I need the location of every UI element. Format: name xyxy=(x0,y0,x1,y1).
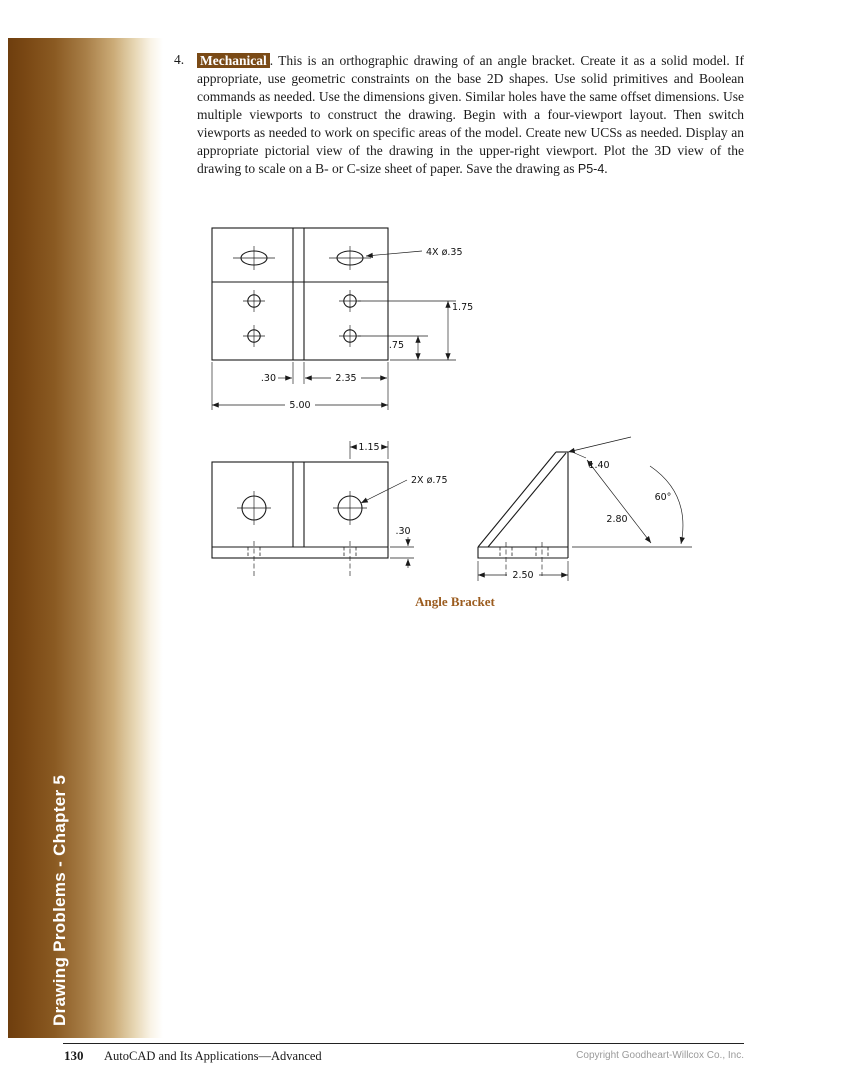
top-view-dim-30: .30 xyxy=(260,373,276,384)
side-view-dim-2-80: 2.80 xyxy=(606,514,628,525)
top-view-hole-note: 4X ø.35 xyxy=(426,247,463,258)
side-view-dim-2-50: 2.50 xyxy=(512,570,534,581)
top-view-dim-75: .75 xyxy=(388,340,404,351)
book-title: AutoCAD and Its Applications—Advanced xyxy=(104,1049,322,1063)
front-view-dim-30: .30 xyxy=(395,526,411,537)
problem-terminator: . xyxy=(604,161,608,176)
top-view xyxy=(212,228,473,411)
side-view-dim-1-40: 1.40 xyxy=(588,460,610,471)
top-view-dim-5-00: 5.00 xyxy=(289,400,311,411)
problem-filename: P5-4 xyxy=(577,162,605,176)
problem-category-highlight: Mechanical xyxy=(197,53,270,68)
front-view-hole-note: 2X ø.75 xyxy=(411,475,448,486)
top-view-dim-1-75: 1.75 xyxy=(452,302,474,313)
top-view-dim-2-35: 2.35 xyxy=(335,373,357,384)
footer-rule xyxy=(63,1043,744,1044)
page-number: 130 xyxy=(64,1048,84,1063)
side-view xyxy=(478,437,692,581)
sidebar-title: Drawing Problems - Chapter 5 xyxy=(50,774,69,1026)
side-view-dim-60deg: 60° xyxy=(654,492,672,503)
problem-number: 4. xyxy=(174,52,185,67)
problem-body: . This is an orthographic drawing of an angle bracket. Create it as a solid model. If appropriate, use geometric constraints on the base 2D shapes. Use solid primitives and Boolean commands as needed. Use the dimensions given. Similar holes have the same offset dimensions. Use multiple viewports to construct the drawing. Begin with a four-viewport layout. Then switch viewports as needed to work on specific areas of the model. Create new UCSs as needed. Display an appropriate pictorial view of the drawing in the upper-right viewport. Plot the 3D view of the drawing to scale on a B- or C-size sheet of paper. Save the drawing as xyxy=(197,53,744,176)
figure-caption: Angle Bracket xyxy=(415,594,495,609)
front-view-dim-1-15: 1.15 xyxy=(358,442,380,453)
front-view xyxy=(212,441,448,577)
copyright-notice: Copyright Goodheart-Willcox Co., Inc. xyxy=(576,1050,744,1061)
